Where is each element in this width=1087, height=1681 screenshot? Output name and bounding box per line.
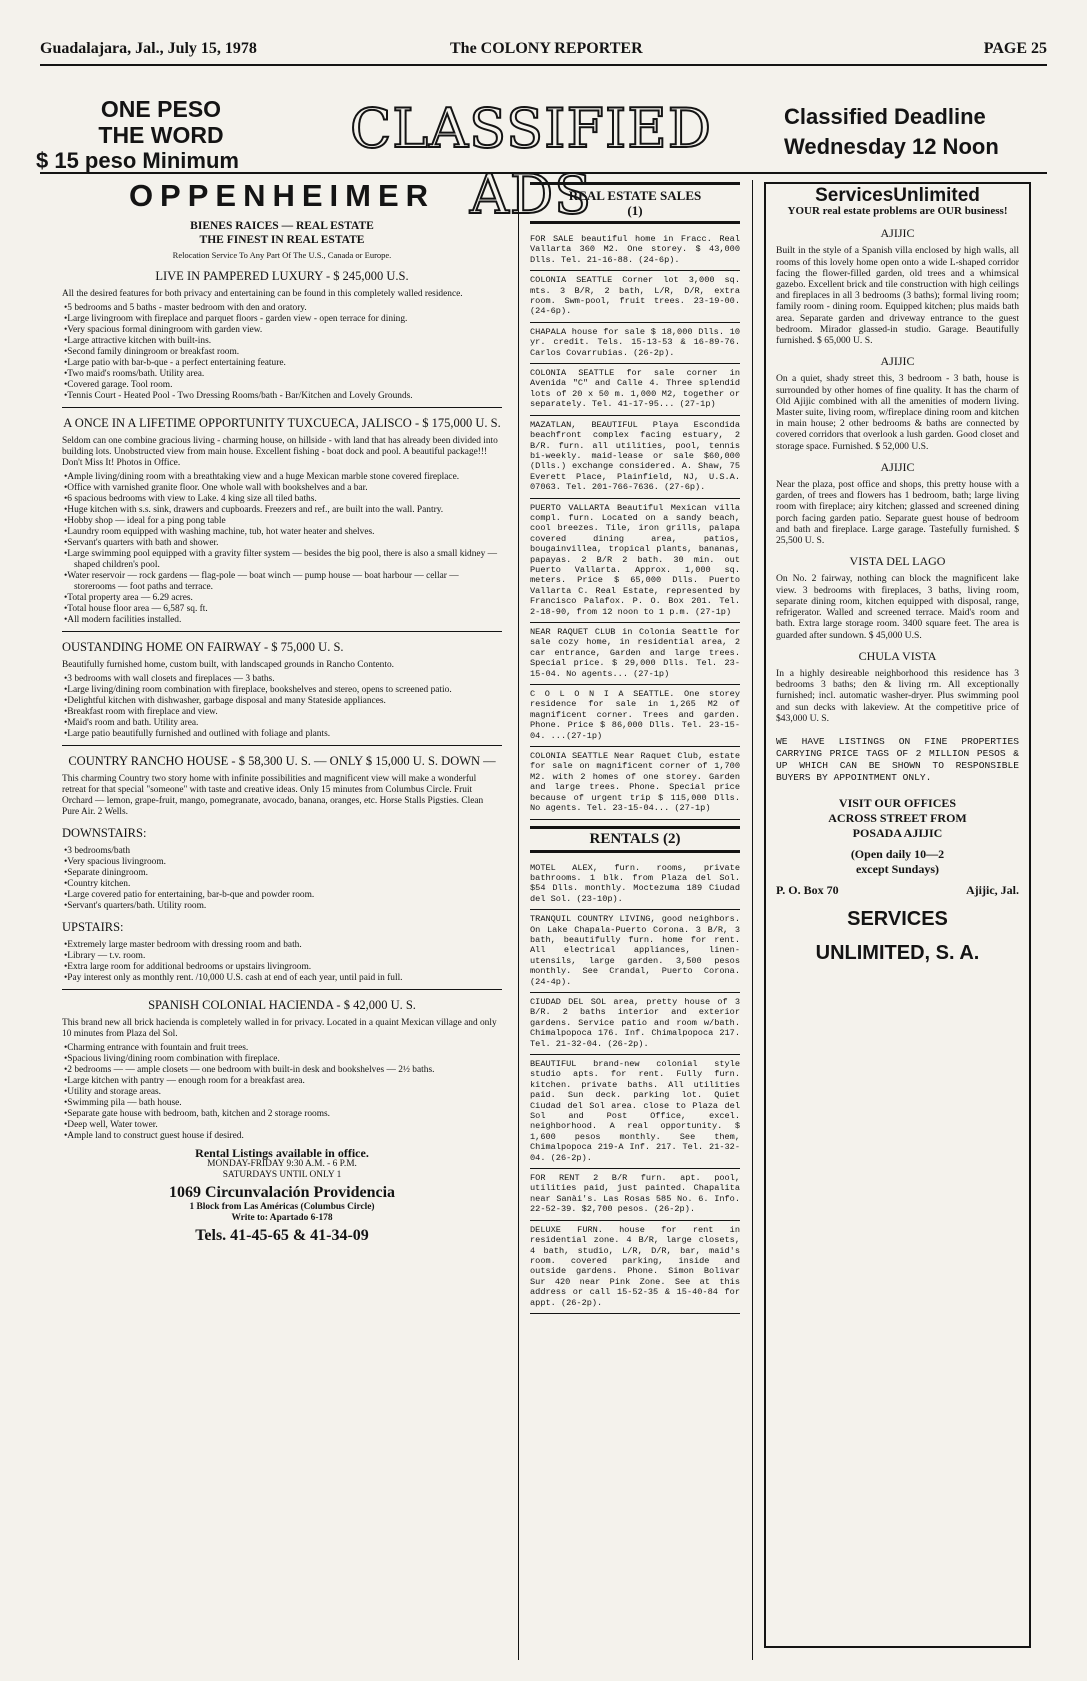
listing-heading: SPANISH COLONIAL HACIENDA - $ 42,000 U. S.: [148, 998, 416, 1012]
feature-item: • Delightful kitchen with dishwasher, garbage disposal and many Stateside appliances.: [74, 696, 502, 707]
feature-item: • Pay interest only as monthly rent. /10,000 U.S. cash at end of each year, until paid in full.: [74, 973, 502, 984]
office-line-2: ACROSS STREET FROM: [828, 810, 967, 825]
feature-list: [62, 846, 502, 912]
subsection-heading: UPSTAIRS:: [62, 920, 124, 934]
feature-item: • Water reservoir — rock gardens — flag-pole — boat winch — pump house — boat harbour — cellar — storerooms — foot paths and terrace.: [74, 571, 502, 593]
listing-text: On No. 2 fairway, nothing can block the magnificent lake view. 3 bedrooms with fireplaces, 3 baths, living room, separate dining room, kitchen equipped with disposal, range, refrigerator. Walled and screened terrace. Maid's room and bath. Extra large storage room. 3400 square feet. The area is guarded after sundown. $ 45,000 U.S.: [776, 573, 1019, 641]
divider: [62, 989, 502, 990]
rental-note: Rental Listings available in office.: [195, 1146, 369, 1160]
listing-heading: VISTA DEL LAGO: [849, 554, 946, 569]
agency-name: ServicesUnlimited: [815, 185, 980, 206]
deadline-box: [784, 102, 1054, 162]
office-line-3: POSADA AJIJIC: [852, 825, 943, 840]
classified-ad: COLONIA SEATTLE for sale corner in Avenida "C" and Calle 4. Three splendid lots of 20 x 50 m. 1,000 M2, together or separately. Tel. 41-17-95... (27-1p): [530, 364, 740, 416]
rate-line-1: ONE PESO: [100, 96, 222, 122]
mailing-address: Write to: Apartado 6-178: [231, 1213, 333, 1223]
sales-title: REAL ESTATE SALES: [568, 188, 702, 203]
feature-item: • Very spacious livingroom.: [74, 857, 502, 868]
feature-item: • Maid's room and bath. Utility area.: [74, 718, 502, 729]
classified-ad: BEAUTIFUL brand-new colonial style studio apts. for rent. Fully furn. kitchen. private baths. All utilities paid. Sun deck. parking lot. Quiet Ciudad del Sol area. close to Plaza del Sol and Post Office, excel. neighborhood. A real opportunity. $ 1,600 pesos monthly. See them, Chimalpopoca 219-A Inf. 217. Tel. 21-32-04. (26-2p).: [530, 1055, 740, 1169]
rate-line-2: THE WORD: [98, 122, 224, 148]
premium-listings-note: WE HAVE LISTINGS ON FINE PROPERTIES CARRYING PRICE TAGS OF 2 MILLION PESOS & UP WHICH CAN BE SHOWN TO RESPONSIBLE BUYERS BY APPOINTMENT ONLY.: [776, 735, 1019, 783]
listing-heading: A ONCE IN A LIFETIME OPPORTUNITY TUXCUECA, JALISCO - $ 175,000 U. S.: [63, 416, 501, 430]
feature-list: [62, 1043, 502, 1142]
feature-item: • Library — t.v. room.: [74, 951, 502, 962]
agency-line-1: BIENES RAICES — REAL ESTATE: [190, 220, 374, 232]
feature-item: • Ample land to construct guest house if desired.: [74, 1131, 502, 1142]
agency-name: OPPENHEIMER: [128, 178, 436, 213]
agency-relocation: Relocation Service To Any Part Of The U.S., Canada or Europe.: [172, 250, 392, 260]
listing-heading: LIVE IN PAMPERED LUXURY - $ 245,000 U.S.: [155, 269, 409, 283]
feature-item: • Separate diningroom.: [74, 868, 502, 879]
feature-item: • 6 spacious bedrooms with view to Lake. 4 king size all tiled baths.: [74, 494, 502, 505]
feature-item: • All modern facilities installed.: [74, 615, 502, 626]
page-number: PAGE 25: [983, 40, 1047, 57]
office-hours-weekday: MONDAY-FRIDAY 9:30 A.M. - 6 P.M.: [207, 1159, 357, 1169]
listing-intro: Seldom can one combine gracious living - charming house, on hillside - with land that has already been divided into building lots. Unobstructed view from main house. Excellent fishing - boat dock and pool. A beautiful package!!! Don't Miss It! Photos in Office.: [62, 436, 498, 468]
feature-item: • Large patio beautifully furnished and outlined with foliage and plants.: [74, 729, 502, 740]
feature-item: • Large kitchen with pantry — enough room for a breakfast area.: [74, 1076, 502, 1087]
listing-heading: CHULA VISTA: [858, 648, 937, 663]
listing-intro: This brand new all brick hacienda is completely walled in for privacy. Located in a quaint Mexican village and only 10 minutes from Plaza del Sol.: [62, 1018, 497, 1039]
feature-item: • Servant's quarters with bath and shower.: [74, 538, 502, 549]
classified-ad: NEAR RAQUET CLUB in Colonia Seattle for sale cozy home, in residential area, 2 car entrance, Garden and large trees. Special price. $ 29,000 Dlls. Tel. 23-15-04. No agents... (27-1p): [530, 623, 740, 685]
feature-item: • Large livingroom with fireplace and parquet floors - garden view - open terrace for dining.: [74, 314, 502, 325]
office-hours: (Open daily 10—2: [850, 846, 945, 861]
feature-item: • 3 bedrooms/bath: [74, 846, 502, 857]
listing-text: In a highly desireable neighborhood this residence has 3 bedrooms 3 baths; den & living rm. All exceptionally furnished; incl. automatic washer-dryer. Plus swimming pool and sun decks with lakeview. At the competitive price of $43,000 U. S.: [776, 667, 1019, 724]
classified-ad: CHAPALA house for sale $ 18,000 Dlls. 10 yr. credit. Tels. 15-13-53 & 16-89-76. Carlos Covarrubias. (26-2p).: [530, 323, 740, 364]
classified-ad: CIUDAD DEL SOL area, pretty house of 3 B/R. 2 baths interior and exterior gardens. Service patio and room w/bath. Chimalpopoca 176. Inf. Chimalpopoca 217. Tel. 21-32-04. (26-2p).: [530, 993, 740, 1055]
feature-item: • Large living/dining room combination with fireplace, bookshelves and stereo, opens to screened patio.: [74, 685, 502, 696]
footer-name-1: SERVICES: [847, 907, 948, 930]
feature-item: • Extremely large master bedroom with dressing room and bath.: [74, 940, 502, 951]
agency-tagline: YOUR real estate problems are OUR business!: [787, 205, 1008, 218]
subsection-heading: DOWNSTAIRS:: [62, 826, 147, 840]
deadline-line-1: Classified Deadline: [784, 104, 986, 129]
feature-item: • Covered garage. Tool room.: [74, 380, 502, 391]
classified-ad: C O L O N I A SEATTLE. One storey residence for sale in 1,265 M2 of magnificent corner. Trees and garden. Phone. Price $ 86,000 Dlls. Tel. 23-15-04. ...(27-1p): [530, 685, 740, 747]
feature-item: • Country kitchen.: [74, 879, 502, 890]
feature-item: • Large patio with bar-b-que - a perfect entertaining feature.: [74, 358, 502, 369]
classified-ad: FOR RENT 2 B/R furn. apt. pool, utilities paid, just painted. Chapalita near Sanài's. Las Rosas 585 No. 6. Info. 22-52-39. $2,700 pesos. (26-2p).: [530, 1169, 740, 1221]
classified-ad: PUERTO VALLARTA Beautiful Mexican villa compl. furn. Located on a sandy beach, cool breezes. Tile, iron grills, palapa covered dining area, patios, bougainvillea, tropical plants, bananas, papayas. 2 B/R 2 bath. 30 min. out Puerto Vallarta. Approx. 1,000 sq. meters. Price $ 65,000 Dlls. Puerto Vallarta C. Real Estate, represented by Francisco Palafox. P. O. Box 201. Tel. 2-18-90, from 12 noon to 1 p.m. (27-1p): [530, 499, 740, 623]
classified-ad: MAZATLAN, BEAUTIFUL Playa Escondida beachfront complex facing estuary, 2 B/R. furn. all utilities, pool, tennis bi-weekly. maid-lease or sale $60,000 (Dlls.) exchange considered. A. Shaw, 75 Everett Place, Plainfield, NJ, U.S.A. 07063. Tel. 201-766-7636. (27-6p).: [530, 416, 740, 499]
deadline-line-2: Wednesday 12 Noon: [784, 134, 999, 159]
oppenheimer-ad: [62, 178, 502, 1245]
feature-item: • Large swimming pool equipped with a gravity filter system — besides the big pool, there is also a small kidney — shaped children's pool.: [74, 549, 502, 571]
listing-text: Built in the style of a Spanish villa enclosed by high walls, all rooms of this lovely home open onto a wide L-shaped corridor facing the flower-filled garden, old trees and a whimsical gazebo. Excellent brick and tile construction with high ceilings and fireplaces in all 3 bedrooms (3 baths); formal living room; family room - dining room. Equipped kitchen; plus maids bath area. Separate garden and driveway entrance to the guest bedroom. Mirador glassed-in studio. Garage. Beautifully furnished. $ 65,000 U. S.: [776, 245, 1019, 347]
feature-item: • Large attractive kitchen with built-ins.: [74, 336, 502, 347]
feature-item: • Office with varnished granite floor. One whole wall with bookshelves and a bar.: [74, 483, 502, 494]
office-phones: Tels. 41-45-65 & 41-34-09: [195, 1227, 369, 1244]
feature-item: • Charming entrance with fountain and fruit trees.: [74, 1043, 502, 1054]
listing-intro: This charming Country two story home with infinite possibilities and magnificent view will make a wonderful retreat for that special "someone" with taste and creative ideas. Only 15 minutes from Columbus Circle. Fruit Orchard — lemon, grape-fruit, mango, pomegranate, avocado, banana, oranges, etc. Horse Stalls Pigsties. Clean Pure Air. 2 Wells.: [62, 774, 484, 817]
feature-item: • Ample living/dining room with a breathtaking view and a huge Mexican marble stone covered fireplace.: [74, 472, 502, 483]
feature-item: • Extra large room for additional bedrooms or upstairs livingroom.: [74, 962, 502, 973]
office-hours-saturday: SATURDAYS UNTIL ONLY 1: [222, 1170, 342, 1180]
classified-ad: MOTEL ALEX, furn. rooms, private bathrooms. 1 blk. from Plaza del Sol. $54 Dlls. monthly. Moctezuma 189 Ciudad del Sol. (23-10p).: [530, 859, 740, 911]
masthead: [40, 40, 1047, 60]
feature-item: • Laundry room equipped with washing machine, tub, hot water heater and shelves.: [74, 527, 502, 538]
rate-minimum: $ 15 peso Minimum: [36, 148, 239, 173]
feature-item: • Hobby shop — ideal for a ping pong table: [74, 516, 502, 527]
classified-ad: COLONIA SEATTLE Corner lot 3,000 sq. mts. 3 B/R, 2 bath, L/R, D/R, extra room. Swm-pool, fruit trees. 23-19-00. (24-6p).: [530, 271, 740, 323]
listing-intro: Beautifully furnished home, custom built, with landscaped grounds in Rancho Contento.: [62, 660, 394, 670]
listing-heading: AJIJIC: [880, 226, 915, 241]
agency-line-2: THE FINEST IN REAL ESTATE: [199, 234, 365, 246]
sales-header: [530, 182, 740, 224]
feature-item: • 2 bedrooms — — ample closets — one bedroom with built-in desk and bookshelves — 2½ baths.: [74, 1065, 502, 1076]
feature-item: • Breakfast room with fireplace and view.: [74, 707, 502, 718]
feature-item: • 5 bedrooms and 5 baths - master bedroom with den and oratory.: [74, 303, 502, 314]
feature-item: • Deep well, Water tower.: [74, 1120, 502, 1131]
classified-ad: COLONIA SEATTLE Near Raquet Club, estate for sale on magnificent corner of 1,700 M2. with 2 homes of one storey. Garden and large trees. Phone. Special price because of urgent trip $ 115,000 Dlls. No agents. Tel. 23-15-04... (27-1p): [530, 747, 740, 819]
feature-item: • Total house floor area — 6,587 sq. ft.: [74, 604, 502, 615]
office-line-1: VISIT OUR OFFICES: [838, 795, 957, 810]
listing-heading: OUSTANDING HOME ON FAIRWAY - $ 75,000 U. S.: [62, 640, 344, 654]
newspaper-name: The COLONY REPORTER: [450, 40, 643, 57]
feature-list: [62, 940, 502, 984]
feature-item: • Huge kitchen with s.s. sink, drawers and cupboards. Freezers and ref., are built into the wall. Pantry.: [74, 505, 502, 516]
feature-item: • Large covered patio for entertaining, bar-b-que and powder room.: [74, 890, 502, 901]
feature-item: • 3 bedrooms with wall closets and fireplaces — 3 baths.: [74, 674, 502, 685]
office-days: except Sundays): [855, 861, 939, 876]
services-unlimited-ad: [764, 182, 1031, 1648]
town: Ajijic, Jal.: [966, 882, 1019, 897]
feature-list: [62, 303, 502, 402]
footer-name-2: UNLIMITED, S. A.: [815, 941, 980, 964]
classified-ad: DELUXE FURN. house for rent in residential zone. 4 B/R, large closets, 4 bath, studio, L/R, D/R, bar, maid's room. covered parking, inside and outside gardens. Phone. Simon Bolivar Sur 420 near Pink Zone. See at this address or call 15-52-35 & 15-40-84 for appt. (26-2p).: [530, 1221, 740, 1314]
feature-item: • Tennis Court - Heated Pool - Two Dressing Rooms/bath - Bar/Kitchen and Lovely Grounds.: [74, 391, 502, 402]
feature-item: • Very spacious formal diningroom with garden view.: [74, 325, 502, 336]
sales-number: (1): [627, 203, 643, 218]
feature-item: • Swimming pila — bath house.: [74, 1098, 502, 1109]
listing-text: Near the plaza, post office and shops, this pretty house with a garden, of trees and flowers has 1 bedroom, bath; large living room with fireplace; airy kitchen; glassed and screened dining porch facing garden patio. Separate guest house of bedroom and bath and fireplace. Large garage. Tastefully furnished. $ 25,500 U. S.: [776, 479, 1019, 547]
listing-heading: AJIJIC: [880, 354, 915, 369]
feature-item: • Separate gate house with bedroom, bath, kitchen and 2 storage rooms.: [74, 1109, 502, 1120]
listing-intro: All the desired features for both privacy and entertaining can be found in this completely walled residence.: [62, 289, 463, 299]
po-box: P. O. Box 70: [776, 882, 839, 897]
feature-item: • Total property area — 6.29 acres.: [74, 593, 502, 604]
listing-heading: COUNTRY RANCHO HOUSE - $ 58,300 U. S. — ONLY $ 15,000 U. S. DOWN —: [68, 754, 496, 768]
listing-text: On a quiet, shady street this, 3 bedroom - 3 bath, house is surrounded by other homes of fine quality. It has the charm of Old Ajijic combined with all the amenities of modern living. Master suite, living room, w/fireplace dining room and kitchen in main house; 2 other bedrooms & baths are connected by covered corridors that overlook a lush garden. Good closet and storage space. Furnished. $ 52,000 U.S.: [776, 373, 1019, 452]
divider: [62, 407, 502, 408]
classified-ad: TRANQUIL COUNTRY LIVING, good neighbors. On Lake Chapala-Puerto Corona. 3 B/R, 3 bath, beautifully furn. home for rent. All electrical appliances, linen-utensils, large garden. 3,500 pesos monthly. See Crandal, Puerto Corona. (24-4p).: [530, 910, 740, 993]
column-rule: [752, 180, 753, 1660]
feature-item: • Utility and storage areas.: [74, 1087, 502, 1098]
postal-line: [776, 883, 1019, 898]
feature-item: • Two maid's rooms/bath. Utility area.: [74, 369, 502, 380]
office-location: 1 Block from Las Américas (Columbus Circle): [189, 1202, 375, 1212]
feature-item: • Spacious living/dining room combination with fireplace.: [74, 1054, 502, 1065]
feature-list: [62, 472, 502, 626]
classified-column: [530, 182, 740, 1314]
listing-heading: AJIJIC: [880, 459, 915, 474]
feature-item: • Servant's quarters/bath. Utility room.: [74, 901, 502, 912]
section-title: CLASSIFIED ADS: [349, 97, 713, 226]
masthead-rule: [40, 64, 1047, 66]
dateline: Guadalajara, Jal., July 15, 1978: [40, 40, 257, 57]
rate-box: [36, 96, 286, 174]
divider: [62, 631, 502, 632]
feature-item: • Second family diningroom or breakfast room.: [74, 347, 502, 358]
rentals-header: RENTALS (2): [530, 826, 740, 853]
banner-rule: [40, 172, 1047, 174]
office-address: 1069 Circunvalación Providencia: [168, 1184, 396, 1201]
feature-list: [62, 674, 502, 740]
classified-ad: FOR SALE beautiful home in Fracc. Real Vallarta 360 M2. One storey. $ 43,000 Dlls. Tel. 21-16-88. (24-6p).: [530, 230, 740, 271]
column-rule: [518, 180, 519, 1660]
divider: [62, 745, 502, 746]
